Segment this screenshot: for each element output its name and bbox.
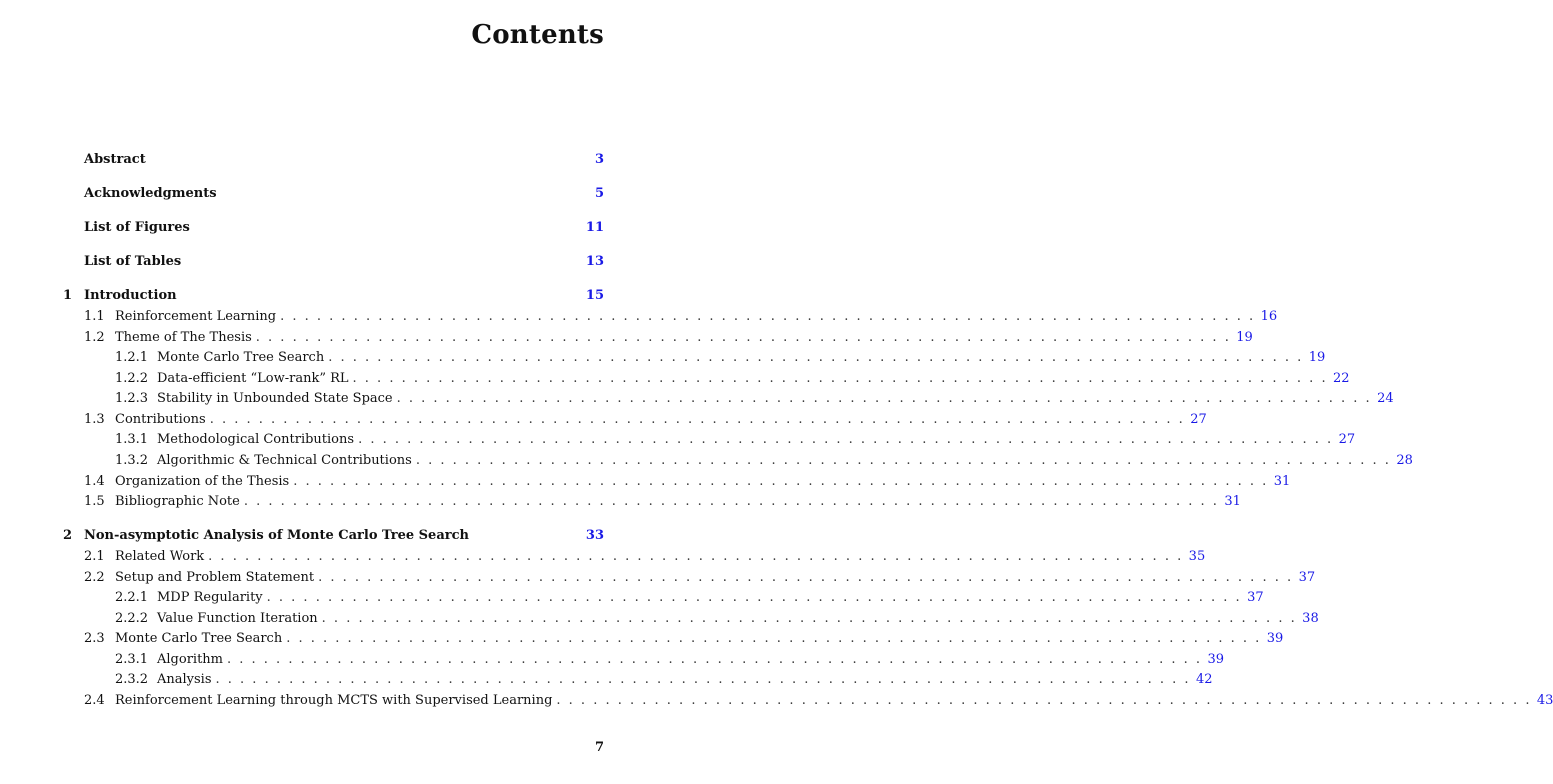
toc-front-entry[interactable] [63,220,604,240]
toc-subsection-entry[interactable] [63,432,1356,452]
dot-leader: . . . . . . . . . . . . . . . . . . . . . . . . . . . . . . . . . . . . . . . . . . . . . . . . . . . . . . . . . . . . . . . . . . . . . . . . . . . . . . . . [328,350,1304,365]
toc-entry-number: 2.1 [84,549,105,564]
toc-entry-number: 1.5 [84,494,105,509]
toc-entry-title[interactable]: Abstract [84,152,146,167]
toc-entry-number: 2.2.1 [115,590,149,605]
toc-entry-number: 1 [63,288,73,303]
toc-entry-title[interactable]: Organization of the Thesis [115,474,290,489]
toc-section-entry[interactable] [63,494,1241,514]
toc-subsection-entry[interactable] [63,672,1213,692]
page-number: 7 [594,740,604,755]
toc-page-link[interactable]: 39 [1207,652,1225,667]
toc-section-entry[interactable] [63,693,1553,713]
toc-entry-title[interactable]: Setup and Problem Statement [115,570,315,585]
toc-entry-title[interactable]: Stability in Unbounded State Space [157,391,393,406]
toc-entry-number: 2.2.2 [115,611,149,626]
toc-subsection-entry[interactable] [63,350,1326,370]
toc-section-entry[interactable] [63,570,1316,590]
toc-subsection-entry[interactable] [63,590,1264,610]
toc-front-entry[interactable] [63,186,604,206]
toc-page-link[interactable]: 5 [594,186,604,201]
dot-leader: . . . . . . . . . . . . . . . . . . . . . . . . . . . . . . . . . . . . . . . . . . . . . . . . . . . . . . . . . . . . . . . . . . . . . . . . . . . . . . . . [227,652,1203,667]
dot-leader: . . . . . . . . . . . . . . . . . . . . . . . . . . . . . . . . . . . . . . . . . . . . . . . . . . . . . . . . . . . . . . . . . . . . . . . . . . . . . . . . [215,672,1191,687]
toc-page-link[interactable]: 27 [1190,412,1207,427]
toc-entry-number: 2.3 [84,631,105,646]
toc-page-link[interactable]: 31 [1224,494,1241,509]
toc-entry-number: 1.1 [84,309,105,324]
toc-entry-number: 1.2 [84,330,105,345]
toc-entry-title[interactable]: List of Tables [84,254,182,269]
dot-leader: . . . . . . . . . . . . . . . . . . . . . . . . . . . . . . . . . . . . . . . . . . . . . . . . . . . . . . . . . . . . . . . . . . . . . . . . . . . . . . . . [396,391,1372,406]
toc-entry-title[interactable]: Monte Carlo Tree Search [157,350,325,365]
toc-entry-title[interactable]: Data-efficient “Low-rank” RL [157,371,349,386]
toc-page-link[interactable]: 33 [585,528,604,543]
toc-entry-title[interactable]: Bibliographic Note [115,494,240,509]
toc-section-entry[interactable] [63,309,1278,329]
toc-entry-title[interactable]: Algorithm [157,652,223,667]
toc-entry-number: 1.2.2 [115,371,149,386]
toc-subsection-entry[interactable] [63,453,1413,473]
toc-entry-title[interactable]: Methodological Contributions [157,432,355,447]
toc-entry-number: 1.4 [84,474,105,489]
dot-leader: . . . . . . . . . . . . . . . . . . . . . . . . . . . . . . . . . . . . . . . . . . . . . . . . . . . . . . . . . . . . . . . . . . . . . . . . . . . . . . . . [266,590,1242,605]
dot-leader: . . . . . . . . . . . . . . . . . . . . . . . . . . . . . . . . . . . . . . . . . . . . . . . . . . . . . . . . . . . . . . . . . . . . . . . . . . . . . . . . [208,549,1184,564]
dot-leader: . . . . . . . . . . . . . . . . . . . . . . . . . . . . . . . . . . . . . . . . . . . . . . . . . . . . . . . . . . . . . . . . . . . . . . . . . . . . . . . . [358,432,1334,447]
toc-section-entry[interactable] [63,412,1207,432]
toc-entry-title[interactable]: List of Figures [84,220,190,235]
toc-page-link[interactable]: 28 [1396,453,1413,468]
toc-page-link[interactable]: 24 [1377,391,1394,406]
toc-entry-title[interactable]: Reinforcement Learning through MCTS with Supervised Learning [115,693,553,708]
dot-leader: . . . . . . . . . . . . . . . . . . . . . . . . . . . . . . . . . . . . . . . . . . . . . . . . . . . . . . . . . . . . . . . . . . . . . . . . . . . . . . . . [556,693,1532,708]
toc-entry-number: 1.3.2 [115,453,149,468]
dot-leader: . . . . . . . . . . . . . . . . . . . . . . . . . . . . . . . . . . . . . . . . . . . . . . . . . . . . . . . . . . . . . . . . . . . . . . . . . . . . . . . . [280,309,1256,324]
toc-page-link[interactable]: 27 [1338,432,1356,447]
toc-page-link[interactable]: 16 [1260,309,1278,324]
toc-entry-number: 2.3.2 [115,672,149,687]
toc-section-entry[interactable] [63,549,1206,569]
toc-front-entry[interactable] [63,152,604,172]
toc-page-link[interactable]: 43 [1536,693,1553,708]
dot-leader: . . . . . . . . . . . . . . . . . . . . . . . . . . . . . . . . . . . . . . . . . . . . . . . . . . . . . . . . . . . . . . . . . . . . . . . . . . . . . . . . [243,494,1219,509]
toc-page-link[interactable]: 22 [1333,371,1350,386]
toc-entry-title[interactable]: Analysis [157,672,212,687]
dot-leader: . . . . . . . . . . . . . . . . . . . . . . . . . . . . . . . . . . . . . . . . . . . . . . . . . . . . . . . . . . . . . . . . . . . . . . . . . . . . . . . . [318,570,1294,585]
toc-front-entry[interactable] [63,254,604,274]
toc-subsection-entry[interactable] [63,391,1394,411]
toc-entry-title[interactable]: Introduction [84,288,177,303]
toc-entry-number: 2.2 [84,570,105,585]
toc-entry-number: 2.3.1 [115,652,149,667]
toc-page-link[interactable]: 19 [1236,330,1253,345]
toc-entry-number: 2 [63,528,73,543]
toc-subsection-entry[interactable] [63,652,1225,672]
toc-entry-number: 1.2.1 [115,350,149,365]
toc-page-link[interactable]: 13 [585,254,604,269]
toc-entry-title[interactable]: Reinforcement Learning [115,309,277,324]
dot-leader: . . . . . . . . . . . . . . . . . . . . . . . . . . . . . . . . . . . . . . . . . . . . . . . . . . . . . . . . . . . . . . . . . . . . . . . . . . . . . . . . [209,412,1185,427]
toc-page-link[interactable]: 42 [1196,672,1213,687]
dot-leader: . . . . . . . . . . . . . . . . . . . . . . . . . . . . . . . . . . . . . . . . . . . . . . . . . . . . . . . . . . . . . . . . . . . . . . . . . . . . . . . . [293,474,1269,489]
toc-entry-title[interactable]: Acknowledgments [84,186,217,201]
dot-leader: . . . . . . . . . . . . . . . . . . . . . . . . . . . . . . . . . . . . . . . . . . . . . . . . . . . . . . . . . . . . . . . . . . . . . . . . . . . . . . . . [286,631,1262,646]
dot-leader: . . . . . . . . . . . . . . . . . . . . . . . . . . . . . . . . . . . . . . . . . . . . . . . . . . . . . . . . . . . . . . . . . . . . . . . . . . . . . . . . [352,371,1328,386]
toc-entry-title[interactable]: MDP Regularity [157,590,263,605]
toc-section-entry[interactable] [63,474,1291,494]
toc-page-link[interactable]: 11 [585,220,604,235]
dot-leader: . . . . . . . . . . . . . . . . . . . . . . . . . . . . . . . . . . . . . . . . . . . . . . . . . . . . . . . . . . . . . . . . . . . . . . . . . . . . . . . . [415,453,1391,468]
toc-entry-title[interactable]: Non-asymptotic Analysis of Monte Carlo Tree Search [84,528,469,543]
toc-entry-title[interactable]: Theme of The Thesis [115,330,252,345]
toc-page-link[interactable]: 15 [585,288,604,303]
toc-section-entry[interactable] [63,631,1284,651]
toc-entry-title[interactable]: Related Work [115,549,205,564]
toc-subsection-entry[interactable] [63,611,1319,631]
toc-chapter-entry[interactable] [63,528,604,548]
toc-entry-number: 1.2.3 [115,391,149,406]
toc-chapter-entry[interactable] [63,288,604,308]
toc-entry-number: 2.4 [84,693,105,708]
toc-entry-title[interactable]: Value Function Iteration [157,611,318,626]
dot-leader: . . . . . . . . . . . . . . . . . . . . . . . . . . . . . . . . . . . . . . . . . . . . . . . . . . . . . . . . . . . . . . . . . . . . . . . . . . . . . . . . [255,330,1231,345]
toc-page-link[interactable]: 3 [594,152,604,167]
toc-page-link[interactable]: 38 [1302,611,1319,626]
toc-page-link[interactable]: 19 [1308,350,1326,365]
toc-entry-title[interactable]: Monte Carlo Tree Search [115,631,283,646]
toc-section-entry[interactable] [63,330,1253,350]
toc-entry-number: 1.3.1 [115,432,149,447]
toc-subsection-entry[interactable] [63,371,1350,391]
toc-page-link[interactable]: 37 [1298,570,1316,585]
toc-page-link[interactable]: 35 [1188,549,1206,564]
toc-page-link[interactable]: 31 [1273,474,1291,489]
toc-entry-title[interactable]: Algorithmic & Technical Contributions [157,453,412,468]
toc-entry-title[interactable]: Contributions [115,412,206,427]
toc-entry-number: 1.3 [84,412,105,427]
toc-page-link[interactable]: 39 [1266,631,1284,646]
toc-page-link[interactable]: 37 [1247,590,1264,605]
page-title: Contents [471,20,604,50]
dot-leader: . . . . . . . . . . . . . . . . . . . . . . . . . . . . . . . . . . . . . . . . . . . . . . . . . . . . . . . . . . . . . . . . . . . . . . . . . . . . . . . . [321,611,1297,626]
